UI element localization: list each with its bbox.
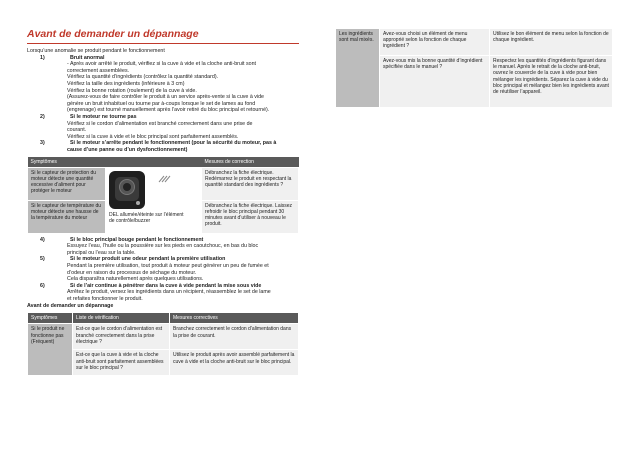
item-2-line: Vérifiez si la cuve à vide et le bloc principal sont parfaitement assemblés.: [67, 133, 239, 140]
motor-stop-table: [27, 157, 299, 234]
table2-symptom-cell: Si le produit ne fonctionne pas (Fréquent): [28, 324, 73, 376]
item-5-label: Si le moteur produit une odeur pendant la première utilisation: [70, 256, 226, 263]
vacuum-blender-base-icon: [109, 171, 145, 209]
item-3: [27, 140, 299, 147]
led-caption: DEL allumée/éteinte sur l’élément de contrôle/buzzer: [109, 211, 184, 224]
table1-header-correction: Mesures de correction: [202, 157, 299, 168]
item-5-line: Pendant la première utilisation, tout produit à moteur peut générer un peu de fumée et: [67, 263, 269, 270]
item-1-line: correctement assemblées.: [67, 67, 130, 74]
item-1-number: 1): [40, 54, 45, 61]
item-4-number: 4): [40, 236, 45, 243]
item-1-line: Vérifiez la bonne rotation (roulement) de la cuve à vide.: [67, 87, 197, 94]
section2-title: Avant de demander un dépannage: [27, 302, 114, 309]
item-1-line: génère un bruit inhabituel ou tourne par à-coups lorsque le set de lames au fond: [67, 100, 256, 107]
table2-header-actions: Mesures correctives: [170, 313, 299, 324]
left-column: [27, 28, 299, 376]
table2-header-checklist: Liste de vérification: [73, 313, 170, 324]
item-2-line: courant.: [67, 127, 87, 134]
item-5-line: d’odeur en raison du processus de séchage du moteur.: [67, 269, 197, 276]
item-6-number: 6): [40, 282, 45, 289]
item-4-line: principal ou l’eau sur la table.: [67, 249, 136, 256]
item-1-line: (Assurez-vous de faire contrôler le produit à un service après-vente si la cuve à vide: [67, 94, 264, 101]
title-divider: [27, 43, 299, 44]
table2-action-cell: Branchez correctement le cordon d’alimentation dans la prise de courant.: [170, 324, 299, 350]
table2-action-cell: Utilisez le produit après avoir assemblé parfaitement la cuve à vide et la cloche anti-bruit sur le bloc principal.: [170, 350, 299, 376]
table1-symptom-cell: Si le capteur de température du moteur détecte une hausse de la température du moteur: [28, 200, 106, 233]
item-1-line: - Après avoir arrêté le produit, vérifiez si la cuve à vide et la cloche anti-bruit sont: [67, 61, 257, 68]
item-3-number: 3): [40, 140, 45, 147]
item-3-label: Si le moteur s’arrête pendant le fonctionnement (pour la sécurité du moteur, pas à: [70, 140, 277, 147]
item-2-label: Si le moteur ne tourne pas: [70, 113, 137, 120]
intro-text: Lorsqu’une anomalie se produit pendant le fonctionnement: [27, 48, 165, 54]
table1-symptom-cell: Si le capteur de protection du moteur détecte une quantité excessive d’aliment pour protéger le moteur: [28, 167, 106, 200]
table1-image-cell: [106, 167, 202, 233]
table3-action-cell: Utilisez le bon élément de menu selon la fonction de chaque ingrédient.: [490, 29, 613, 56]
item-1-label: Bruit anormal: [70, 54, 105, 61]
mixing-table: [335, 28, 613, 108]
item-1-line: Vérifiez la taille des ingrédients (inférieure à 3 cm): [67, 80, 185, 87]
item-6: [27, 283, 299, 290]
table2-check-cell: Est-ce que le cordon d’alimentation est branché correctement dans la prise électrique ?: [73, 324, 170, 350]
led-indicator-icon: [136, 201, 140, 205]
buzzer-sound-icon: [158, 174, 172, 184]
item-2: [27, 114, 299, 121]
item-6-label: Si de l’air continue à pénétrer dans la cuve à vide pendant la mise sous vide: [70, 282, 262, 289]
item-4-label: Si le bloc principal bouge pendant le fonctionnement: [70, 236, 204, 243]
item-1: [27, 55, 299, 62]
item-3-label-cont: cause d’une panne ou d’un dysfonctionnement): [67, 146, 188, 153]
item-1-line: Vérifiez la quantité d’ingrédients (contrôlez la quantité standard).: [67, 74, 219, 81]
table1-header-blank: [106, 157, 202, 168]
item-1-line: (engrenage) est tourné manuellement après l’avoir retiré du bloc principal et retourné).: [67, 107, 270, 114]
table3-check-cell: Avez-vous choisi un élément de menu approprié selon la fonction de chaque ingrédient ?: [380, 29, 490, 56]
table1-correction-cell: Débranchez la fiche électrique. Redémarrez le produit en respectant la quantité standard des ingrédients ?: [202, 167, 299, 200]
table1-correction-cell: Débranchez la fiche électrique. Laissez refroidir le bloc principal pendant 30 minutes avant d’utiliser à nouveau le produit.: [202, 200, 299, 233]
item-6-line: Arrêtez le produit, versez les ingrédients dans un récipient, réassemblez le set de lame: [67, 289, 271, 296]
item-5: [27, 256, 299, 263]
table3-check-cell: Avez-vous mis la bonne quantité d’ingrédient spécifiée dans le manuel ?: [380, 56, 490, 108]
item-4-line: Essuyez l’eau, l’huile ou la poussière sur les pieds en caoutchouc, en bas du bloc: [67, 243, 259, 250]
item-5-line: Cela disparaîtra naturellement après quelques utilisations.: [67, 276, 204, 283]
table2-check-cell: Est-ce que la cuve à vide et la cloche anti-bruit sont parfaitement assemblées sur le bloc principal ?: [73, 350, 170, 376]
right-column: [335, 28, 613, 108]
table3-symptom-cell: Les ingrédients sont mal mixés.: [336, 29, 380, 108]
page-title: Avant de demander un dépannage: [27, 28, 199, 40]
item-4: [27, 237, 299, 244]
item-6-line: et refaites fonctionner le produit.: [67, 296, 143, 303]
table1-header-symptoms: Symptômes: [28, 157, 106, 168]
item-2-number: 2): [40, 113, 45, 120]
troubleshooting-table: [27, 312, 299, 376]
item-5-number: 5): [40, 256, 45, 263]
table3-action-cell: Respectez les quantités d’ingrédients figurant dans le manuel. Après le retrait de la cloche anti-bruit, ouvrez le couvercle de la cuve à vide pour bien mélanger les ingrédients. Séparez la cuve à vide du bloc principal et mélangez bien les ingrédients avant de réutiliser l’appareil.: [490, 56, 613, 108]
table2-header-symptoms: Symptômes: [28, 313, 73, 324]
item-2-line: Vérifiez si le cordon d’alimentation est branché correctement dans une prise de: [67, 120, 253, 127]
